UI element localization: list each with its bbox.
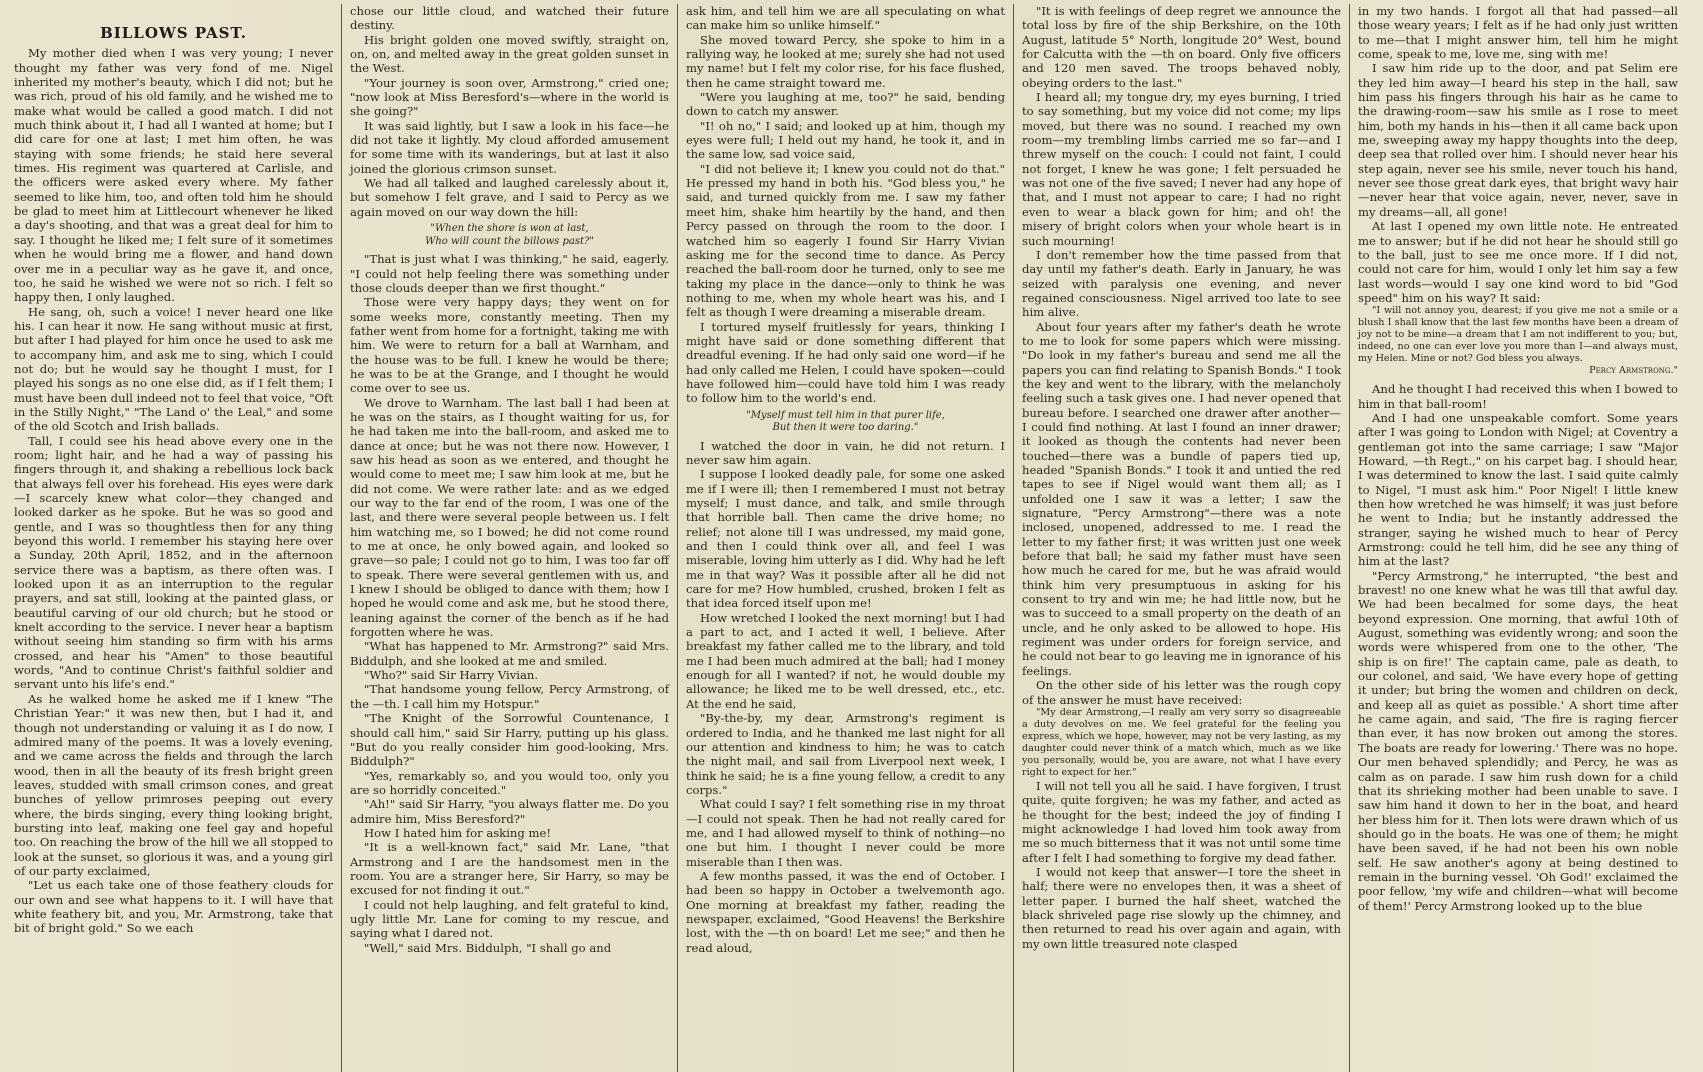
column-5-text-b [1358, 382, 1678, 913]
paragraph: I would not keep that answer—I tore the sheet in half; there were no envelopes then, it was a sheet of letter paper. I burned the half sheet, watched the black shriveled page rise slowly up the chimney, and then returned to read his over again and again, with my own little treasured note clasped [1022, 864, 1341, 951]
percy-signature: Percy Armstrong." [1589, 365, 1678, 377]
column-1 [6, 4, 342, 1072]
paragraph: And he thought I had received this when I bowed to him in that ball-room! [1358, 382, 1678, 411]
paragraph: "It is with feelings of deep regret we announce the total loss by fire of the ship Berkshire, on the 10th August, latitude 5° North, longitude 20° West, bound for Calcutta with the —th on board. Only five officers and 120 men saved. The troops behaved nobly, obeying orders to the last." [1022, 4, 1341, 90]
paragraph: I tortured myself fruitlessly for years, thinking I might have said or done something different that dreadful evening. If he had only said one word—if he had only called me Helen, I could have spoken—could have followed him—could have told him I was ready to follow him to the world's end. [686, 319, 1005, 406]
column-4 [1014, 4, 1350, 1072]
paragraph: chose our little cloud, and watched their future destiny. [350, 4, 669, 33]
paragraph: I saw him ride up to the door, and pat Selim ere they led him away—I heard his step in the hall, saw him pass his fingers through his hair as he came to the drawing-room—saw his smile as I rose to meet him, both my hands in his—then it all came back upon me, sweeping away my happy thoughts into the deep, deep sea that rolled over him. I should never hear his step again, never see his smile, never touch his hand, never see those great dark eyes, that bright wavy hair—never hear that voice again, never, never, save in my dreams—all, all gone! [1358, 61, 1678, 219]
paragraph: "That is just what I was thinking," he said, eagerly. "I could not help feeling there was something under those clouds deeper than we first thought." [350, 252, 669, 295]
column-4-text-b [1022, 779, 1341, 951]
paragraph: "I! oh no," I said; and looked up at him, though my eyes were full; I held out my hand, he took it, and in the same low, sad voice said, [686, 118, 1005, 162]
column-5 [1350, 4, 1686, 1072]
paragraph: "Ah!" said Sir Harry, "you always flatter me. Do you admire him, Miss Beresford?" [350, 797, 669, 826]
paragraph: It was said lightly, but I saw a look in his face—he did not take it lightly. My cloud afforded amusement for some time with its wanderings, but at last it also joined the glorious crimson sunset. [350, 118, 669, 176]
paragraph: What could I say? I felt something rise in my throat—I could not speak. Then he had not really cared for me, and I had allowed myself to think of nothing—no one but him. I thought I never could be more miserable than I then was. [686, 797, 1005, 869]
paragraph: "Were you laughing at me, too?" he said, bending down to catch my answer. [686, 90, 1005, 119]
paragraph: "Let us each take one of those feathery clouds for our own and see what happens to it. I will have that white feathery bit, and you, Mr. Armstrong, take that bit of bright gold." So we each [14, 878, 333, 936]
paragraph: in my two hands. I forgot all that had passed—all those weary years; I felt as if he had only just written to me—that I might answer him, tell him he might come, speak to me, love me, sing with me! [1358, 4, 1678, 62]
paragraph: ask him, and tell him we are all speculating on what can make him so unlike himself." [686, 4, 1005, 33]
percy-note: "I will not annoy you, dearest; if you give me not a smile or a blush I shall know that the last few months have been a dream of joy not to be mine—a dream that I am not indifferent to you; but, indeed, no one can ever love you more than I—and always must, my Helen. Mine or not? God bless you always. [1358, 305, 1678, 365]
verse-line: "Myself must tell him in that purer life, [746, 409, 945, 421]
paragraph: "Well," said Mrs. Biddulph, "I shall go and [364, 940, 612, 955]
paragraph: "Who?" said Sir Harry Vivian. [364, 668, 539, 683]
article-title: BILLOWS PAST. [100, 24, 247, 42]
column-5-text-a [1358, 4, 1678, 305]
paragraph: At last I opened my own little note. He entreated me to answer; but if he did not hear he should still go to the ball, just to see me once more. If I did not, could not care for him, would I only let him say a few last words—would I say one kind word to bid "God speed" him on his way? It said: [1358, 219, 1678, 305]
paragraph: His bright golden one moved swiftly, straight on, on, on, and melted away in the great golden sunset in the West. [350, 32, 669, 76]
paragraph: Tall, I could see his head above every one in the room; light hair, and he had a way of passing his fingers through it, and shaking a rebellious lock back that always fell over his forehead. His eyes were dark—I scarcely knew what color—they changed and looked darker as he spoke. But he was so good and gentle, and I was so thoughtless then for any thing beyond this world. I remember his staying here over a Sunday, 20th April, 1852, and in the afternoon service there was a baptism, as there often was. I looked upon it as an interruption to the regular prayers, and sat still, looking at the painted glass, or beautiful carving of our old church; but he stood or knelt according to the service. I never hear a baptism without seeing him standing so firm with his arms crossed, and hear his "Amen" to those beautiful words, "And to continue Christ's faithful soldier and servant unto his life's end." [14, 433, 333, 692]
paragraph: About four years after my father's death he wrote to me to look for some papers which were missing. "Do look in my father's bureau and send me all the papers you can find relating to Spanish Bonds." I took the key and went to the library, with the melancholy feeling such a task gives one. I had never opened that bureau before. I searched one drawer after another—I could find nothing. At last I found an inner drawer; it looked as though the contents had never been touched—there was a bundle of papers tied up, headed "Spanish Bonds." I took it and untied the red tapes to see if Nigel would want them all; as I unfolded one I saw it was a letter; I saw the signature, "Percy Armstrong"—there was a note inclosed, unopened, addressed to me. I read the letter to my father first; it was written just one week before that ball; he said my father must have seen how much he cared for me, but he was afraid would think him very presumptuous in asking for his consent to try and win me; he had little now, but he was to succeed to a small property on the death of an uncle, and he only asked to be allowed to hope. His regiment was under orders for foreign service, and he could not bear to go leaving me in ignorance of his feelings. [1022, 319, 1341, 678]
paragraph: "The Knight of the Sorrowful Countenance, I should call him," said Sir Harry, putting up his glass. "But do you really consider him good-looking, Mrs. Biddulph?" [350, 711, 669, 769]
verse-line: But then it were too daring." [772, 422, 919, 434]
paragraph: As he walked home he asked me if I knew "The Christian Year:" it was new then, but I had it, and though not understanding or valuing it as I do now, I admired many of the poems. It was a lovely evening, and we came across the fields and through the larch wood, then in all the beauty of its fresh bright green leaves, studded with small crimson cones, and great bunches of yellow primroses peeping out every where, the birds singing, every thing looking bright, bursting into leaf, making one feel gay and hopeful too. On reaching the brow of the hill we all stopped to look at the sunset, so glorious it was, and a young girl of our party exclaimed, [14, 691, 333, 878]
paragraph: I don't remember how the time passed from that day until my father's death. Early in January, he was seized with paralysis one evening, and never regained consciousness. Nigel arrived too late to see him alive. [1022, 247, 1341, 320]
paragraph: A few months passed, it was the end of October. I had been so happy in October a twelvemonth ago. One morning at breakfast my father, reading the newspaper, exclaimed, "Good Heavens! the Berkshire lost, with the —th on board! Let me see;" and then he read aloud, [686, 868, 1005, 955]
paragraph: "It is a well-known fact," said Mr. Lane, "that Armstrong and I are the handsomest men in the room. You are a stranger here, Sir Harry, so may be excused for not finding it out." [350, 840, 669, 898]
paragraph: "I did not believe it; I knew you could not do that." He pressed my hand in both his. "God bless you," he said, and turned quickly from me. I saw my father meet him, shake him heartily by the hand, and then Percy passed on through the room to the door. I watched him so eagerly I found Sir Harry Vivian asking me for the second time to dance. As Percy reached the ball-room door he turned, only to see me taking my place in the dance—only to think he was nothing to me, when my whole heart was his, and I felt as though I were dreaming a miserable dream. [686, 161, 1005, 320]
column-3-text-a [686, 4, 1005, 406]
paragraph: She moved toward Percy, she spoke to him in a rallying way, he looked at me; surely she had not used my name! but I felt my color rise, for his face flushed, then he came straight toward me. [686, 32, 1005, 90]
paragraph: "Your journey is soon over, Armstrong," cried one; "now look at Miss Beresford's—where in the world is she going?" [350, 75, 669, 119]
paragraph: And I had one unspeakable comfort. Some years after I was going to London with Nigel; at Coventry a gentleman got into the same carriage; I saw "Major Howard, —th Regt.," on his carpet bag. I should hear, I was determined to know the last. I said quite calmly to Nigel, "I must ask him." Poor Nigel! I little knew then how wretched he was himself; it was just before he went to India; but he instantly addressed the stranger, saying he wished much to hear of Percy Armstrong: could he tell him, did he see any thing of him at the last? [1358, 410, 1678, 569]
paragraph: We had all talked and laughed carelessly about it, but somehow I felt grave, and I said to Percy as we again moved on our way down the hill: [350, 176, 669, 219]
paragraph: We drove to Warnham. The last ball I had been at he was on the stairs, as I thought waiting for us, for he had taken me into the ball-room, and asked me to dance at once; but he was not there now. However, I saw his head as soon as we entered, and thought he would come to meet me; I saw him look at me, but he did not come. We were rather late: and as we edged our way to the far end of the room, I was one of the last, and there were several people between us. I felt him watching me, so I bowed; he did not come round to me at once, he only bowed again, and looked so grave—so pale; I could not go to him, I was too far off to speak. There were several gentlemen with us, and I knew I should be obliged to dance with them; how I hoped he would come and ask me, but he stood there, leaning against the corner of the bench as if he had forgotten where he was. [350, 395, 669, 640]
column-2 [342, 4, 678, 1072]
column-2-text-b [350, 252, 669, 955]
paragraph: I suppose I looked deadly pale, for some one asked me if I were ill; then I remembered I must not betray myself; I must dance, and talk, and smile through that horrible ball. Then came the drive home; no relief; not alone till I was undressed, my maid gone, and then I could think over all, and feel I was miserable, loving him utterly as I did. Why had he left me in that way? Was it possible after all he did not care for me? How humbled, crushed, broken I felt as that idea forced itself upon me! [686, 467, 1005, 611]
paragraph: How wretched I looked the next morning! but I had a part to act, and I acted it well, I believe. After breakfast my father called me to the library, and told me I had been much admired at the ball; had I money enough for all I wanted? if not, he would double my allowance; he liked me to be well dressed, etc., etc. At the end he said, [686, 610, 1005, 711]
column-4-text-a [1022, 4, 1341, 707]
paragraph: Those were very happy days; they went on for some weeks more, constantly meeting. Then my father went from home for a fortnight, taking me with him. We were to return for a ball at Warnham, and the house was to be full. I knew he would be there; he was to be at the Grange, and I thought he would come over to see us. [350, 295, 669, 396]
column-2-text-a [350, 4, 669, 219]
verse-purer-life [686, 410, 1005, 435]
verse-line: "When the shore is won at last, [430, 223, 589, 235]
verse-line: Who will count the billows past?" [425, 235, 594, 247]
letter-copy: "My dear Armstrong,—I really am very sorry so disagreeable a duty devolves on me. We feel grateful for the feeling you express, which we hope, however, may not be very lasting, as my daughter could never think of a match which, much as we like you personally, would be, you are aware, not what I have every right to expect for her." [1022, 706, 1341, 778]
paragraph: "Percy Armstrong," he interrupted, "the best and bravest! no one knew what he was till that awful day. We had been becalmed for some days, the heat beyond expression. One morning, that awful 10th of August, something was evidently wrong; and soon the words were whispered from one to the other, 'The ship is on fire!' The captain came, pale as death, to our colonel, and said, 'We have every hope of getting it under; but bring the women and children on deck, and keep all as quiet as possible.' A short time after he came again, and said, 'The fire is raging fiercer than ever, it has now broken out among the stores. The boats are ready for lowering.' There was no hope. Our men behaved splendidly; and Percy, he was as calm as on parade. I saw him rush down for a child that its shrieking mother had been unable to save. I saw him hand it down to her in the boat, and heard her bless him for it. Then lots were drawn which of us should go in the boats. He was one of them; he might have been saved, if he had not been his own noble self. He saw another's agony at being destined to remain in the burning vessel. 'Oh God!' exclaimed the poor fellow, 'my wife and children—what will become of them!' Percy Armstrong looked up to the blue [1358, 568, 1678, 913]
column-3 [678, 4, 1014, 1072]
paragraph: He sang, oh, such a voice! I never heard one like his. I can hear it now. He sang without music at first, but after I had played for him once he used to ask me to accompany him, and ask me to sing, which I could not do; but he would say he thought I must, for I played his songs as no one else did, as if I felt them; I must have been dull indeed not to feel that voice, "Oft in the Stilly Night," "The Land o' the Leal," and some of the old Scotch and Irish ballads. [14, 304, 333, 434]
paragraph: I will not tell you all he said. I have forgiven, I trust quite, quite forgiven; he was my father, and acted as he thought for the best; indeed the joy of finding I might acknowledge I had loved him took away from me so much bitterness that it was not until some time after I felt I had something to forgive my dead father. [1022, 778, 1341, 865]
paragraph: On the other side of his letter was the rough copy of the answer he must have received: [1022, 678, 1341, 707]
paragraph: "By-the-by, my dear, Armstrong's regiment is ordered to India, and he thanked me last night for all our attention and kindness to him; he was to catch the night mail, and sail from Liverpool next week, I think he said; he is a fine young fellow, a credit to any corps." [686, 711, 1005, 797]
paragraph: How I hated him for asking me! [364, 825, 552, 840]
verse-billows [350, 223, 669, 248]
paragraph: "Yes, remarkably so, and you would too, only you are so horridly conceited." [350, 768, 669, 797]
paragraph: I could not help laughing, and felt grateful to kind, ugly little Mr. Lane for coming to my rescue, and saying what I dared not. [350, 897, 669, 941]
column-1-text [14, 46, 333, 935]
paragraph: I heard all; my tongue dry, my eyes burning, I tried to say something, but my voice did not come; my lips moved, but there was no sound. I reached my own room—my trembling limbs carried me so far—and I threw myself on the couch: I could not faint, I could not forget, I knew he was gone; I felt persuaded he was not one of the five saved; I never had any hope of that, and I must not appear to care; I had no right even to wear a black gown for him; and oh! the misery of bright colors when your whole heart is in such mourning! [1022, 90, 1341, 248]
paragraph: My mother died when I was very young; I never thought my father was very fond of me. Nigel inherited my mother's beauty, which I did not; but he was rich, proud of his old family, and he wished me to make what would be called a good match. I did not much think about it, I had all I wanted at home; but I did care for one at last; I met him often, he was staying with some friends; he staid here several times. His regiment was quartered at Carlisle, and the officers were asked every where. My father seemed to like him, too, and often told him he should be glad to meet him at Littlecourt whenever he liked a day's shooting, and that was a great deal for him to say. I thought he liked me; I felt sure of it sometimes when he would bring me a flower, and hand down over me in a peculiar way as he gave it, and once, too, he said he wished we were not so rich. I felt so happy then, I only laughed. [14, 46, 333, 305]
paragraph: I watched the door in vain, he did not return. I never saw him again. [686, 438, 1005, 467]
paragraph: "That handsome young fellow, Percy Armstrong, of the —th. I call him my Hotspur." [350, 682, 669, 711]
column-3-text-b [686, 439, 1005, 955]
paragraph: "What has happened to Mr. Armstrong?" said Mrs. Biddulph, and she looked at me and smiled. [350, 639, 669, 668]
